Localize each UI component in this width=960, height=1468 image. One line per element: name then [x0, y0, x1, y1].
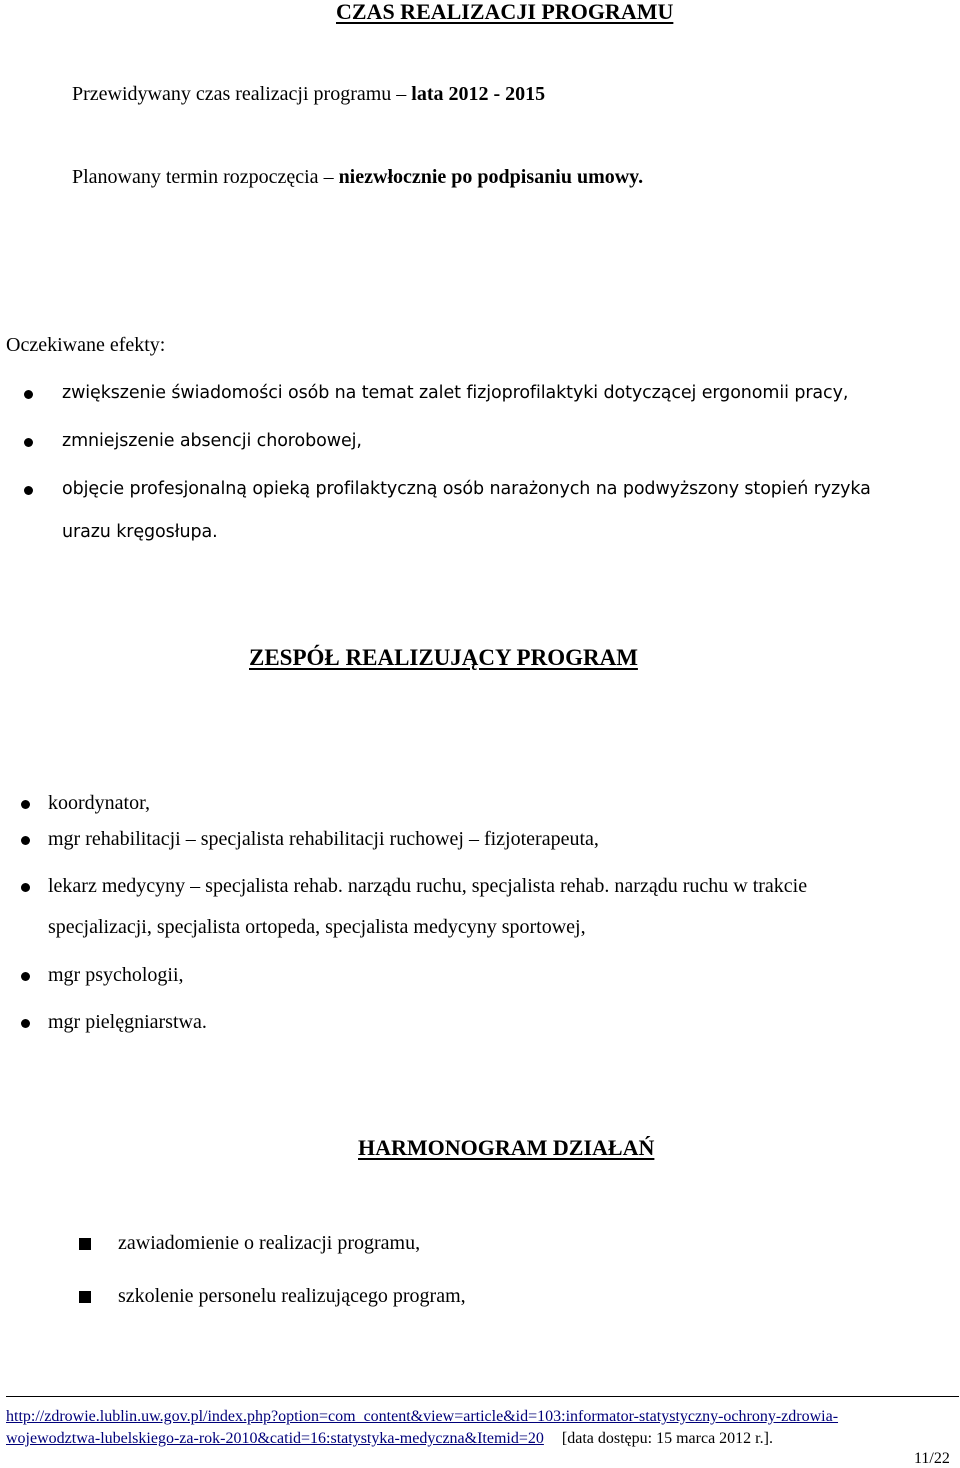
access-date-note: [data dostępu: 15 marca 2012 r.].	[561, 1430, 773, 1447]
bullet-icon	[24, 438, 33, 447]
list-item: objęcie profesjonalną opieką profilaktyczną osób narażonych na podwyższony stopień ryzyka	[62, 479, 871, 499]
bullet-icon	[21, 883, 30, 892]
list-item-continuation: specjalizacji, specjalista ortopeda, specjalista medycyny sportowej,	[48, 916, 586, 938]
footer-divider	[6, 1396, 959, 1397]
source-line2	[6, 1430, 773, 1448]
list-item: szkolenie personelu realizującego program,	[118, 1285, 466, 1307]
square-bullet-icon	[79, 1238, 91, 1250]
start-date-value: niezwłocznie po podpisaniu umowy.	[338, 166, 644, 188]
section-title-schedule: HARMONOGRAM DZIAŁAŃ	[358, 1135, 655, 1160]
page-number: 11/22	[914, 1450, 950, 1467]
square-bullet-icon	[79, 1291, 91, 1303]
source-link-line1[interactable]: http://zdrowie.lublin.uw.gov.pl/index.php?option=com_content&view=article&id=103:informator-statystyczny-ochrony-zdrowia-	[6, 1408, 839, 1425]
list-item: koordynator,	[48, 792, 150, 814]
duration-label: Przewidywany czas realizacji programu –	[72, 83, 412, 105]
list-item: mgr psychologii,	[48, 964, 184, 986]
bullet-icon	[21, 800, 30, 809]
list-item: mgr rehabilitacji – specjalista rehabilitacji ruchowej – fizjoterapeuta,	[48, 828, 599, 850]
list-item: zwiększenie świadomości osób na temat zalet fizjoprofilaktyki dotyczącej ergonomii pracy,	[62, 383, 849, 403]
section-title-time: CZAS REALIZACJI PROGRAMU	[336, 0, 674, 24]
bullet-icon	[21, 836, 30, 845]
bullet-icon	[24, 486, 33, 495]
duration-value: lata 2012 - 2015	[411, 83, 546, 105]
list-item: zawiadomienie o realizacji programu,	[118, 1232, 421, 1254]
duration-line	[72, 83, 545, 106]
section-title-team: ZESPÓŁ REALIZUJĄCY PROGRAM	[249, 645, 638, 670]
source-link-line2[interactable]: wojewodztwa-lubelskiego-za-rok-2010&catid=16:statystyka-medyczna&Itemid=20	[6, 1430, 544, 1447]
list-item: mgr pielęgniarstwa.	[48, 1011, 207, 1033]
bullet-icon	[21, 1019, 30, 1028]
list-item: zmniejszenie absencji chorobowej,	[62, 431, 362, 451]
list-item: lekarz medycyny – specjalista rehab. narządu ruchu, specjalista rehab. narządu ruchu w trakcie	[48, 875, 808, 897]
start-date-line	[72, 166, 643, 189]
bullet-icon	[24, 390, 33, 399]
start-date-label: Planowany termin rozpoczęcia –	[72, 166, 339, 188]
effects-heading: Oczekiwane efekty:	[6, 334, 166, 356]
list-item-continuation: urazu kręgosłupa.	[62, 522, 218, 542]
bullet-icon	[21, 972, 30, 981]
